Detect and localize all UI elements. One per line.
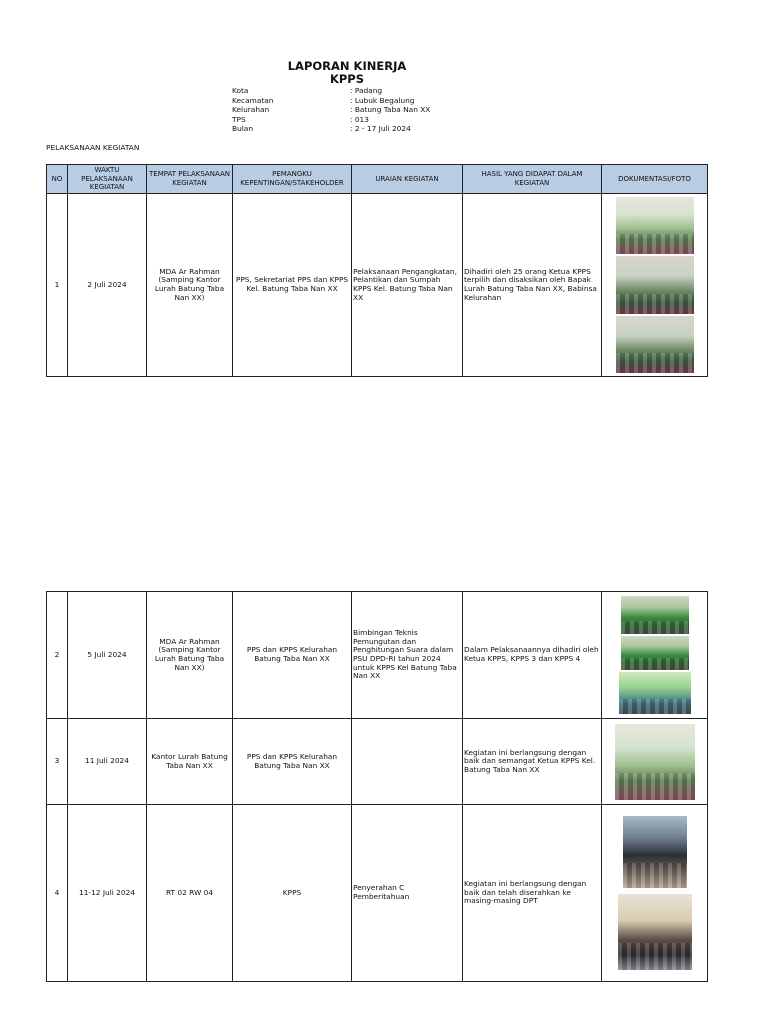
table-row xyxy=(47,194,708,377)
cell-tempat: MDA Ar Rahman (Samping Kantor Lurah Batung Taba Nan XX) xyxy=(147,194,233,377)
cell-pemangku: PPS dan KPPS Kelurahan Batung Taba Nan XX xyxy=(233,719,352,805)
meta-value: : 2 - 17 Juli 2024 xyxy=(350,124,411,134)
col-header-hasil: HASIL YANG DIDAPAT DALAM KEGIATAN xyxy=(463,165,602,194)
cell-hasil: Kegiatan ini berlangsung dengan baik dan semangat Ketua KPPS Kel. Batung Taba Nan XX xyxy=(463,719,602,805)
cell-no: 3 xyxy=(47,719,68,805)
col-header-dokumentasi: DOKUMENTASI/FOTO xyxy=(602,165,708,194)
photo-group xyxy=(603,596,706,714)
meta-value: : Lubuk Begalung xyxy=(350,95,415,105)
meta-value: : Padang xyxy=(350,86,383,95)
meta-label: TPS xyxy=(232,114,246,124)
meta-label: Bulan xyxy=(232,124,254,134)
activity-table-page2 xyxy=(46,591,708,982)
cell-no: 4 xyxy=(47,805,68,982)
meta-row-kelurahan xyxy=(232,105,430,115)
cell-tempat: Kantor Lurah Batung Taba Nan XX xyxy=(147,719,233,805)
meta-value: : Batung Taba Nan XX xyxy=(350,105,431,115)
photo-image xyxy=(621,636,689,670)
cell-no: 1 xyxy=(47,194,68,377)
col-header-waktu: WAKTU PELAKSANAAN KEGIATAN xyxy=(68,165,147,194)
photo-image xyxy=(619,672,691,714)
cell-dokumentasi xyxy=(602,719,708,805)
activity-table-page1 xyxy=(46,164,708,377)
cell-waktu: 11 Juli 2024 xyxy=(68,719,147,805)
cell-uraian: Bimbingan Teknis Pemungutan dan Penghitungan Suara dalam PSU DPD-RI tahun 2024 untuk KPPS Kel Batung Taba Nan XX xyxy=(352,592,463,719)
cell-pemangku: KPPS xyxy=(233,805,352,982)
meta-row-kota xyxy=(232,86,430,96)
meta-label: Kecamatan xyxy=(232,95,274,105)
meta-row-kecamatan xyxy=(232,96,430,106)
photo-group xyxy=(603,816,706,970)
meta-row-bulan xyxy=(232,124,430,134)
table-row xyxy=(47,805,708,982)
col-header-pemangku: PEMANGKU KEPENTINGAN/STAKEHOLDER xyxy=(233,165,352,194)
col-header-tempat: TEMPAT PELAKSANAAN KEGIATAN xyxy=(147,165,233,194)
photo-group xyxy=(603,197,706,373)
meta-label: Kelurahan xyxy=(232,105,270,115)
cell-hasil: Dalam Pelaksanaannya dihadiri oleh Ketua KPPS, KPPS 3 dan KPPS 4 xyxy=(463,592,602,719)
photo-image xyxy=(616,197,694,254)
col-header-uraian: URAIAN KEGIATAN xyxy=(352,165,463,194)
cell-dokumentasi xyxy=(602,592,708,719)
report-subtitle: KPPS xyxy=(329,72,365,86)
report-title: LAPORAN KINERJA xyxy=(287,59,407,73)
cell-uraian: Penyerahan C Pemberitahuan xyxy=(352,805,463,982)
cell-no: 2 xyxy=(47,592,68,719)
cell-uraian xyxy=(352,719,463,805)
photo-group xyxy=(603,724,706,800)
cell-pemangku: PPS, Sekretariat PPS dan KPPS Kel. Batung Taba Nan XX xyxy=(233,194,352,377)
col-header-no: NO xyxy=(47,165,68,194)
table-row xyxy=(47,592,708,719)
photo-image xyxy=(621,596,689,634)
section-title: PELAKSANAAN KEGIATAN xyxy=(46,143,140,152)
cell-tempat: RT 02 RW 04 xyxy=(147,805,233,982)
meta-row-tps xyxy=(232,115,430,125)
cell-dokumentasi xyxy=(602,194,708,377)
meta-value: : 013 xyxy=(350,114,369,124)
cell-tempat: MDA Ar Rahman (Samping Kantor Lurah Batung Taba Nan XX) xyxy=(147,592,233,719)
photo-image xyxy=(618,894,692,970)
table-row xyxy=(47,719,708,805)
cell-uraian: Pelaksanaan Pengangkatan, Pelantikan dan Sumpah KPPS Kel. Batung Taba Nan XX xyxy=(352,194,463,377)
cell-hasil: Dihadiri oleh 25 orang Ketua KPPS terpilih dan disaksikan oleh Bapak Lurah Batung Taba Nan XX, Babinsa Kelurahan xyxy=(463,194,602,377)
cell-dokumentasi xyxy=(602,805,708,982)
meta-label: Kota xyxy=(232,86,249,95)
photo-image xyxy=(616,316,694,373)
cell-waktu: 11-12 Juli 2024 xyxy=(68,805,147,982)
photo-image xyxy=(616,256,694,314)
photo-image xyxy=(615,724,695,800)
cell-waktu: 5 Juli 2024 xyxy=(68,592,147,719)
cell-waktu: 2 Juli 2024 xyxy=(68,194,147,377)
cell-pemangku: PPS dan KPPS Kelurahan Batung Taba Nan XX xyxy=(233,592,352,719)
report-meta xyxy=(232,86,430,134)
cell-hasil: Kegiatan ini berlangsung dengan baik dan telah diserahkan ke masing-masing DPT xyxy=(463,805,602,982)
photo-image xyxy=(623,816,687,888)
table-header-row xyxy=(47,165,708,194)
